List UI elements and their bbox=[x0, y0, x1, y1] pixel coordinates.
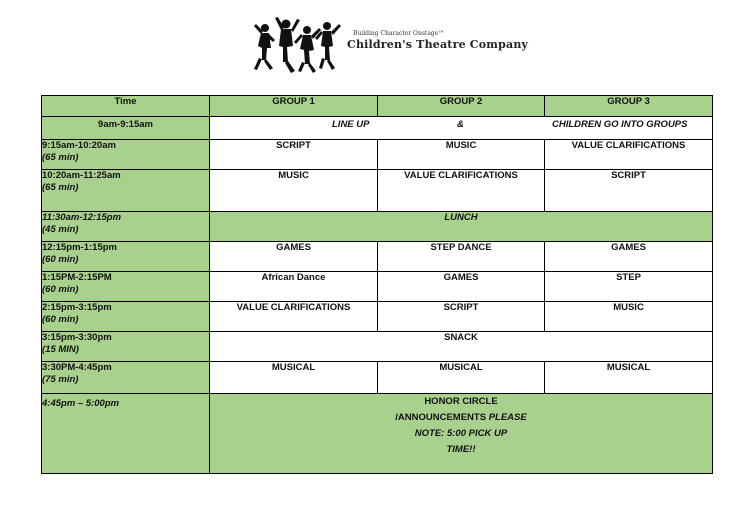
header-group-2: GROUP 2 bbox=[378, 96, 545, 117]
table-row-lunch bbox=[42, 212, 713, 242]
time-range: 12:15pm-1:15pm bbox=[42, 242, 117, 253]
group-1-activity: VALUE CLARIFICATIONS bbox=[210, 302, 378, 332]
group-2-activity: MUSICAL bbox=[378, 362, 545, 394]
company-logo bbox=[253, 16, 529, 74]
time-cell bbox=[42, 272, 210, 302]
group-3-activity: STEP bbox=[545, 272, 713, 302]
duration: (60 min) bbox=[42, 284, 79, 295]
header-group-1: GROUP 1 bbox=[210, 96, 378, 117]
duration: (65 min) bbox=[42, 152, 79, 163]
group-1-activity: SCRIPT bbox=[210, 140, 378, 170]
group-2-activity: VALUE CLARIFICATIONS bbox=[378, 170, 545, 212]
honor-line-1: HONOR CIRCLE bbox=[424, 396, 498, 407]
time-cell bbox=[42, 117, 210, 140]
group-2-activity: GAMES bbox=[378, 272, 545, 302]
honor-line-3: NOTE: 5:00 PICK UP bbox=[414, 428, 508, 439]
honor-circle-cell bbox=[210, 394, 713, 474]
time-range: 3:15pm-3:30pm bbox=[42, 332, 112, 343]
time-range: 1:15PM-2:15PM bbox=[42, 272, 112, 283]
group-1-activity: GAMES bbox=[210, 242, 378, 272]
time-cell bbox=[42, 212, 210, 242]
duration: (15 MIN) bbox=[42, 344, 79, 355]
honor-please: PLEASE bbox=[488, 412, 527, 423]
group-2-activity: SCRIPT bbox=[378, 302, 545, 332]
table-row bbox=[42, 140, 713, 170]
group-1-activity: African Dance bbox=[210, 272, 378, 302]
table-row bbox=[42, 242, 713, 272]
table-row bbox=[42, 362, 713, 394]
duration: (75 min) bbox=[42, 374, 79, 385]
time-range: 9am-9:15am bbox=[98, 119, 153, 130]
time-range: 11:30am-12:15pm bbox=[42, 212, 122, 223]
group-2-activity: MUSIC bbox=[378, 140, 545, 170]
time-range: 4:45pm – 5:00pm bbox=[42, 398, 120, 409]
table-row bbox=[42, 302, 713, 332]
schedule-table bbox=[41, 95, 713, 474]
duration: (60 min) bbox=[42, 254, 79, 265]
honor-announcements: /ANNOUNCEMENTS bbox=[395, 412, 489, 423]
group-3-activity: VALUE CLARIFICATIONS bbox=[545, 140, 713, 170]
table-row-snack bbox=[42, 332, 713, 362]
lineup-groups-label: CHILDREN GO INTO GROUPS bbox=[552, 119, 688, 130]
table-row bbox=[42, 170, 713, 212]
lineup-cell bbox=[210, 117, 713, 140]
time-cell bbox=[42, 362, 210, 394]
time-cell bbox=[42, 332, 210, 362]
logo-company-name: Children's Theatre Company bbox=[347, 38, 529, 51]
time-cell bbox=[42, 140, 210, 170]
time-range: 3:30PM-4:45pm bbox=[42, 362, 112, 373]
lineup-label: LINE UP bbox=[332, 119, 370, 130]
time-range: 9:15am-10:20am bbox=[42, 140, 116, 151]
group-1-activity: MUSIC bbox=[210, 170, 378, 212]
group-3-activity: MUSICAL bbox=[545, 362, 713, 394]
group-3-activity: GAMES bbox=[545, 242, 713, 272]
time-range: 2:15pm-3:15pm bbox=[42, 302, 112, 313]
honor-line-2 bbox=[210, 410, 712, 426]
time-range: 10:20am-11:25am bbox=[42, 170, 121, 181]
table-row-honor-circle bbox=[42, 394, 713, 474]
duration: (60 min) bbox=[42, 314, 79, 325]
header-group-3: GROUP 3 bbox=[545, 96, 713, 117]
table-row-lineup bbox=[42, 117, 713, 140]
group-1-activity: MUSICAL bbox=[210, 362, 378, 394]
time-cell bbox=[42, 170, 210, 212]
honor-line-4: TIME!! bbox=[446, 444, 476, 455]
table-row bbox=[42, 272, 713, 302]
lineup-ampersand: & bbox=[457, 119, 464, 130]
time-cell bbox=[42, 242, 210, 272]
duration: (65 min) bbox=[42, 182, 79, 193]
time-cell bbox=[42, 302, 210, 332]
duration: (45 min) bbox=[42, 224, 79, 235]
lunch-cell: LUNCH bbox=[210, 212, 713, 242]
group-3-activity: SCRIPT bbox=[545, 170, 713, 212]
header-time: Time bbox=[42, 96, 210, 117]
logo-tagline: Building Character Onstage™ bbox=[353, 30, 445, 37]
snack-cell: SNACK bbox=[210, 332, 713, 362]
group-3-activity: MUSIC bbox=[545, 302, 713, 332]
header-row bbox=[42, 96, 713, 117]
group-2-activity: STEP DANCE bbox=[378, 242, 545, 272]
dancing-children-logo-icon bbox=[253, 16, 341, 74]
time-cell bbox=[42, 394, 210, 474]
